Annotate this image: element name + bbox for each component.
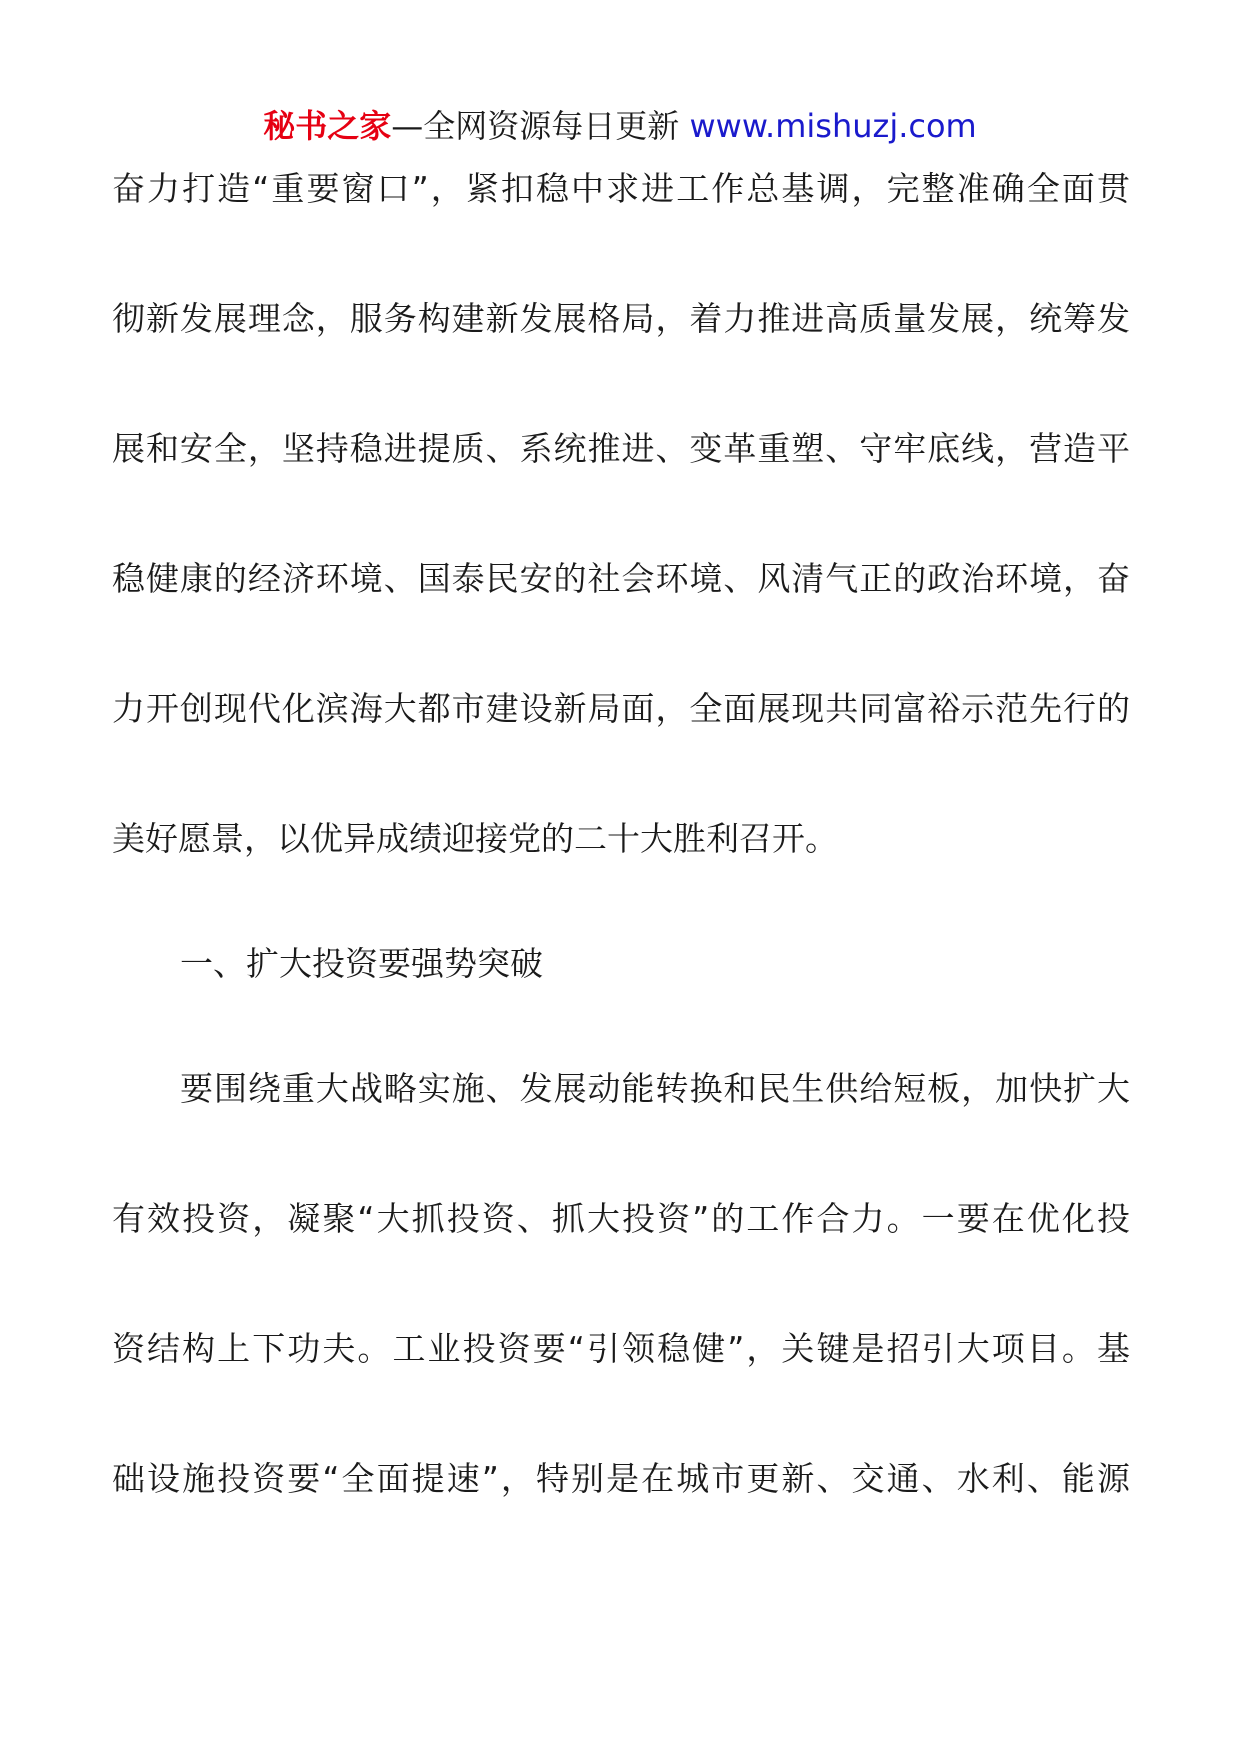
section-heading: 一、扩大投资要强势突破	[180, 944, 543, 983]
body-line-10: 资结构上下功夫。工业投资要“引领稳健”，关键是招引大项目。基	[112, 1329, 1130, 1368]
site-tagline: —全网资源每日更新	[391, 107, 690, 145]
body-line-4: 稳健康的经济环境、国泰民安的社会环境、风清气正的政治环境，奋	[112, 559, 1130, 598]
body-line-1: 奋力打造“重要窗口”，紧扣稳中求进工作总基调，完整准确全面贯	[112, 169, 1130, 208]
site-url-link[interactable]: www.mishuzj.com	[689, 107, 977, 145]
body-line-8: 要围绕重大战略实施、发展动能转换和民生供给短板，加快扩大	[180, 1069, 1130, 1108]
body-line-2: 彻新发展理念，服务构建新发展格局，着力推进高质量发展，统筹发	[112, 299, 1130, 338]
site-brand: 秘书之家	[263, 107, 392, 145]
body-line-3: 展和安全，坚持稳进提质、系统推进、变革重塑、守牢底线，营造平	[112, 429, 1130, 468]
site-header	[0, 100, 1240, 152]
body-line-6: 美好愿景，以优异成绩迎接党的二十大胜利召开。	[112, 819, 838, 858]
body-line-9: 有效投资，凝聚“大抓投资、抓大投资”的工作合力。一要在优化投	[112, 1199, 1130, 1238]
body-line-11: 础设施投资要“全面提速”，特别是在城市更新、交通、水利、能源	[112, 1459, 1130, 1498]
body-line-5: 力开创现代化滨海大都市建设新局面，全面展现共同富裕示范先行的	[112, 689, 1130, 728]
